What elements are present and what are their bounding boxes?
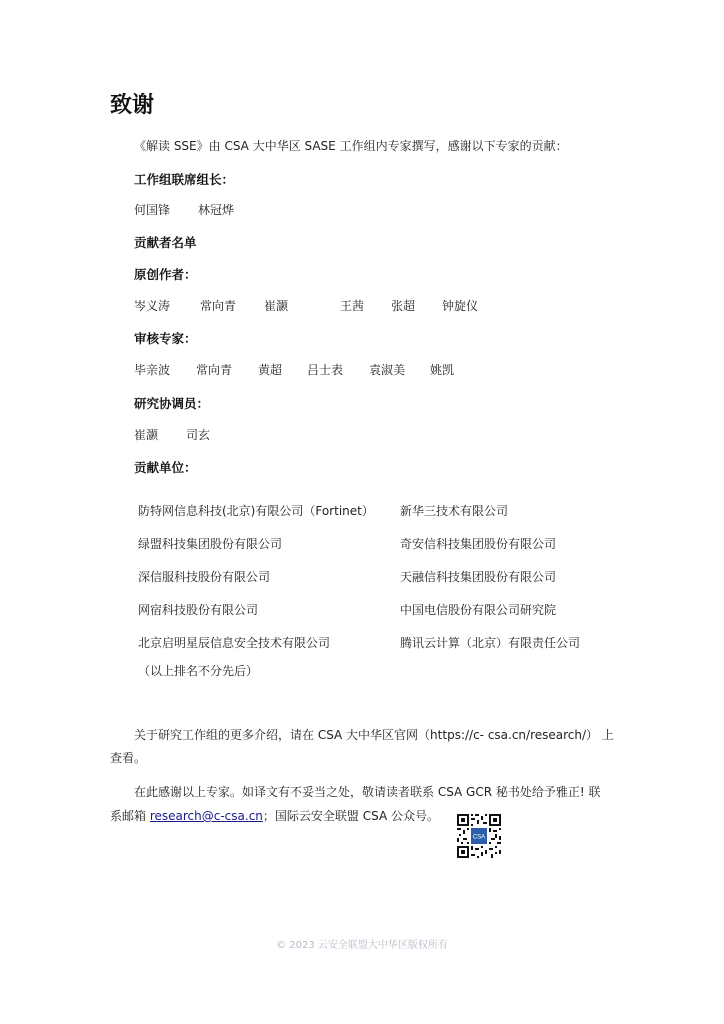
units-note: （以上排名不分先后） [138,664,259,678]
reviewer-name: 袁淑美 [369,363,406,377]
chair-name: 林冠烨 [198,203,235,217]
unit-left: 网宿科技股份有限公司 [138,603,259,617]
reviewers-heading: 审核专家： [134,331,197,346]
unit-left: 绿盟科技集团股份有限公司 [138,537,283,551]
authors-heading: 原创作者： [134,267,197,282]
unit-right: 奇安信科技集团股份有限公司 [400,537,557,551]
coordinators-heading: 研究协调员： [134,396,210,411]
unit-right: 新华三技术有限公司 [400,504,509,518]
author-name: 崔灏 [264,299,289,313]
unit-left: 北京启明星辰信息安全技术有限公司 [138,636,331,650]
unit-right: 中国电信股份有限公司研究院 [400,603,557,617]
thanks-suffix: ；国际云安全联盟 CSA 公众号。 [262,809,439,823]
contributors-heading: 贡献者名单 [134,235,197,250]
qr-logo-text: CSA [472,834,486,841]
units-heading: 贡献单位： [134,460,197,475]
coordinator-name: 司玄 [186,428,211,442]
author-name: 常向青 [200,299,237,313]
thanks-line2 [110,807,439,825]
author-name: 王茜 [340,299,365,313]
qr-code-image [456,813,502,859]
reviewer-name: 黄超 [258,363,283,377]
intro-text: 《解读 SSE》由 CSA 大中华区 SASE 工作组内专家撰写，感谢以下专家的贡献： [134,139,568,153]
author-name: 岑义涛 [134,299,171,313]
chair-name: 何国锋 [134,203,171,217]
reviewer-name: 常向青 [196,363,233,377]
author-name: 钟旋仪 [442,299,479,313]
reviewer-name: 姚凯 [430,363,455,377]
unit-right: 天融信科技集团股份有限公司 [400,570,557,584]
coordinator-name: 崔灏 [134,428,159,442]
thanks-prefix: 系邮箱 [110,809,147,823]
page-footer: © 2023 云安全联盟大中华区版权所有 [276,940,448,951]
author-name: 张超 [391,299,416,313]
more-info-line2: 查看。 [110,751,147,765]
unit-right: 腾讯云计算（北京）有限责任公司 [400,636,581,650]
thanks-line1: 在此感谢以上专家。如译文有不妥当之处，敬请读者联系 CSA GCR 秘书处给予雅正! 联 [134,785,601,799]
chair-heading: 工作组联席组长： [134,172,235,187]
reviewer-name: 毕亲波 [134,363,171,377]
reviewer-name: 吕士表 [307,363,344,377]
unit-left: 深信服科技股份有限公司 [138,570,271,584]
page-title: 致谢 [110,93,155,118]
email-link[interactable]: research@c-csa.cn [149,809,263,823]
more-info-line1: 关于研究工作组的更多介绍，请在 CSA 大中华区官网（https://c- csa.cn/research/） 上 [134,728,614,742]
unit-left: 防特网信息科技(北京)有限公司（Fortinet） [138,504,374,518]
